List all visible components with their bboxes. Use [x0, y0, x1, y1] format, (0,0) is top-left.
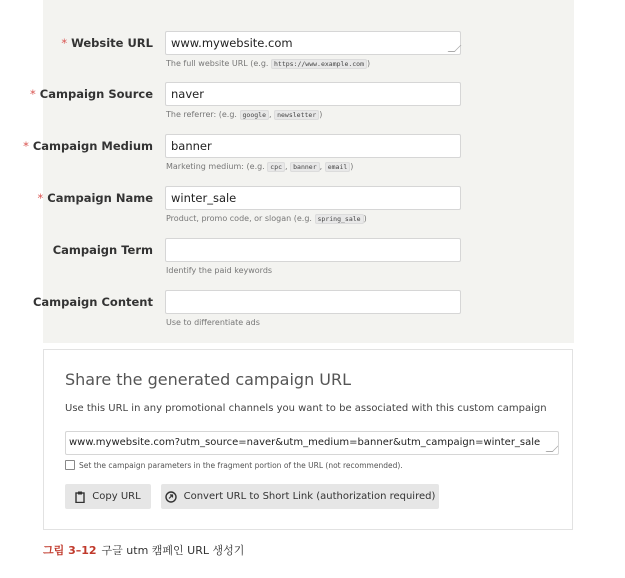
fragment-checkbox[interactable] — [65, 460, 75, 470]
campaign-term-input[interactable] — [165, 238, 461, 262]
resize-grip[interactable] — [546, 445, 560, 452]
field-help: The referrer: (e.g. google , newsletter ) — [166, 110, 323, 119]
fragment-checkbox-label: Set the campaign parameters in the fragment portion of the URL (not recommended). — [79, 460, 403, 470]
link-circle-icon — [165, 491, 177, 503]
generated-url-field[interactable]: www.mywebsite.com?utm_source=naver&utm_medium=banner&utm_campaign=winter_sale — [65, 431, 559, 455]
campaign-medium-input[interactable]: banner — [165, 134, 461, 158]
campaign-form — [23, 0, 574, 343]
campaign-name-input[interactable]: winter_sale — [165, 186, 461, 210]
field-label: Campaign Term — [52, 243, 153, 257]
resize-grip[interactable] — [448, 45, 462, 52]
figure-number: 그림 3–12 — [43, 544, 97, 557]
figure-caption — [43, 542, 244, 558]
website-url-input[interactable]: www.mywebsite.com — [165, 31, 461, 55]
fragment-option[interactable] — [65, 460, 403, 470]
figure-text: 구글 utm 캠페인 URL 생성기 — [101, 544, 245, 557]
share-panel — [43, 349, 573, 530]
field-label: * Campaign Medium — [23, 139, 153, 153]
field-label: * Website URL — [61, 36, 153, 50]
share-description: Use this URL in any promotional channels you want to be associated with this custom campaign — [65, 403, 547, 414]
copy-url-button[interactable]: Copy URL — [65, 484, 151, 509]
field-label: * Campaign Source — [30, 87, 153, 101]
campaign-content-input[interactable] — [165, 290, 461, 314]
field-help: Use to differentiate ads — [166, 318, 260, 327]
field-help: Product, promo code, or slogan (e.g. spring_sale ) — [166, 214, 367, 223]
short-link-button[interactable]: Convert URL to Short Link (authorization required) — [161, 484, 439, 509]
field-help: The full website URL (e.g. https://www.example.com ) — [166, 59, 371, 68]
clipboard-icon — [75, 491, 85, 503]
field-help: Marketing medium: (e.g. cpc , banner , email ) — [166, 162, 354, 171]
field-help: Identify the paid keywords — [166, 266, 273, 275]
field-label: * Campaign Name — [37, 191, 153, 205]
campaign-source-input[interactable]: naver — [165, 82, 461, 106]
field-label: Campaign Content — [32, 295, 153, 309]
share-title: Share the generated campaign URL — [65, 370, 352, 389]
